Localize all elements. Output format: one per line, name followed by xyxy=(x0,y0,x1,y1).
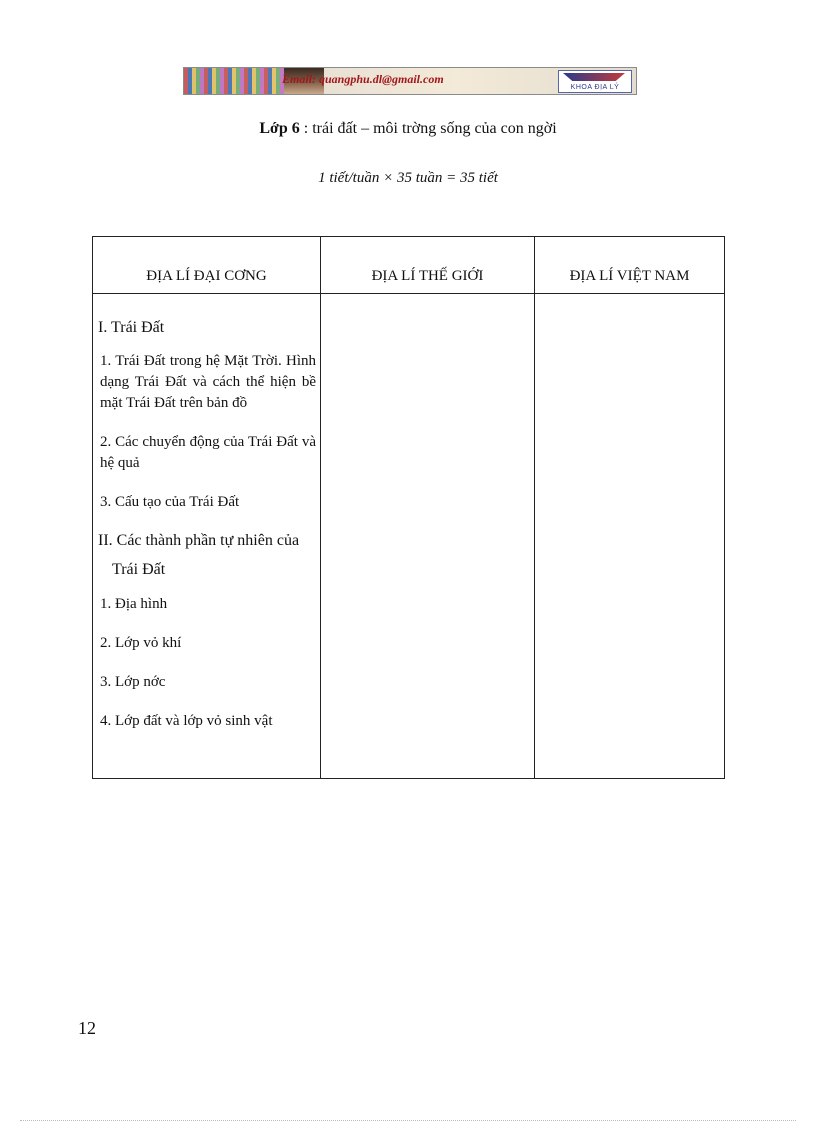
page-number: 12 xyxy=(78,1018,96,1038)
logo-text: KHOA ĐỊA LÝ xyxy=(570,84,620,91)
khoa-dia-ly-logo xyxy=(558,70,632,93)
list-item: 4. Lớp đất và lớp vỏ sinh vật xyxy=(100,712,273,729)
page-subtitle: 1 tiết/tuần × 35 tuần = 35 tiết xyxy=(318,170,498,186)
list-item: 2. Lớp vỏ khí xyxy=(100,634,182,651)
section-thanh-phan-tu-nhien xyxy=(98,531,316,579)
list-item: 1. Trái Đất trong hệ Mặt Trời. Hình dạng Trái Đất và cách thể hiện bề mặt Trái Đất trên bản đồ xyxy=(100,353,316,412)
table-header-row xyxy=(93,237,725,294)
title-grade: Lớp 6 xyxy=(259,120,300,137)
col-dia-li-the-gioi xyxy=(321,294,535,779)
list-item: 3. Cấu tạo của Trái Đất xyxy=(100,494,240,511)
list-item: 3. Lớp nớc xyxy=(100,673,166,690)
header-dia-li-viet-nam: ĐỊA LÍ VIỆT NAM xyxy=(535,237,725,294)
list-item: 1. Địa hình xyxy=(100,595,168,612)
list-item: 2. Các chuyển động của Trái Đất và hệ quả xyxy=(100,434,316,472)
section-line1: II. Các thành phần tự nhiên của xyxy=(98,532,300,550)
title-rest: : trái đất – môi trờng sống của con ngời xyxy=(299,120,557,137)
page-title xyxy=(0,120,816,138)
col-dia-li-dai-cuong xyxy=(93,294,321,779)
header-banner xyxy=(183,67,637,95)
syllabus-table xyxy=(92,236,725,779)
banner-mosaic-image xyxy=(184,68,284,94)
section-trai-dat: I. Trái Đất xyxy=(98,319,165,336)
header-dia-li-the-gioi: ĐỊA LÍ THẾ GIỚI xyxy=(321,237,535,294)
logo-emblem-icon xyxy=(563,73,625,81)
header-dia-li-dai-cuong: ĐỊA LÍ ĐẠI CƠNG xyxy=(93,237,321,294)
col-dia-li-viet-nam xyxy=(535,294,725,779)
table-row xyxy=(93,294,725,779)
banner-email: Email: quangphu.dl@gmail.com xyxy=(282,72,444,86)
section-line2: Trái Đất xyxy=(112,561,166,579)
page-bottom-divider xyxy=(20,1120,796,1121)
